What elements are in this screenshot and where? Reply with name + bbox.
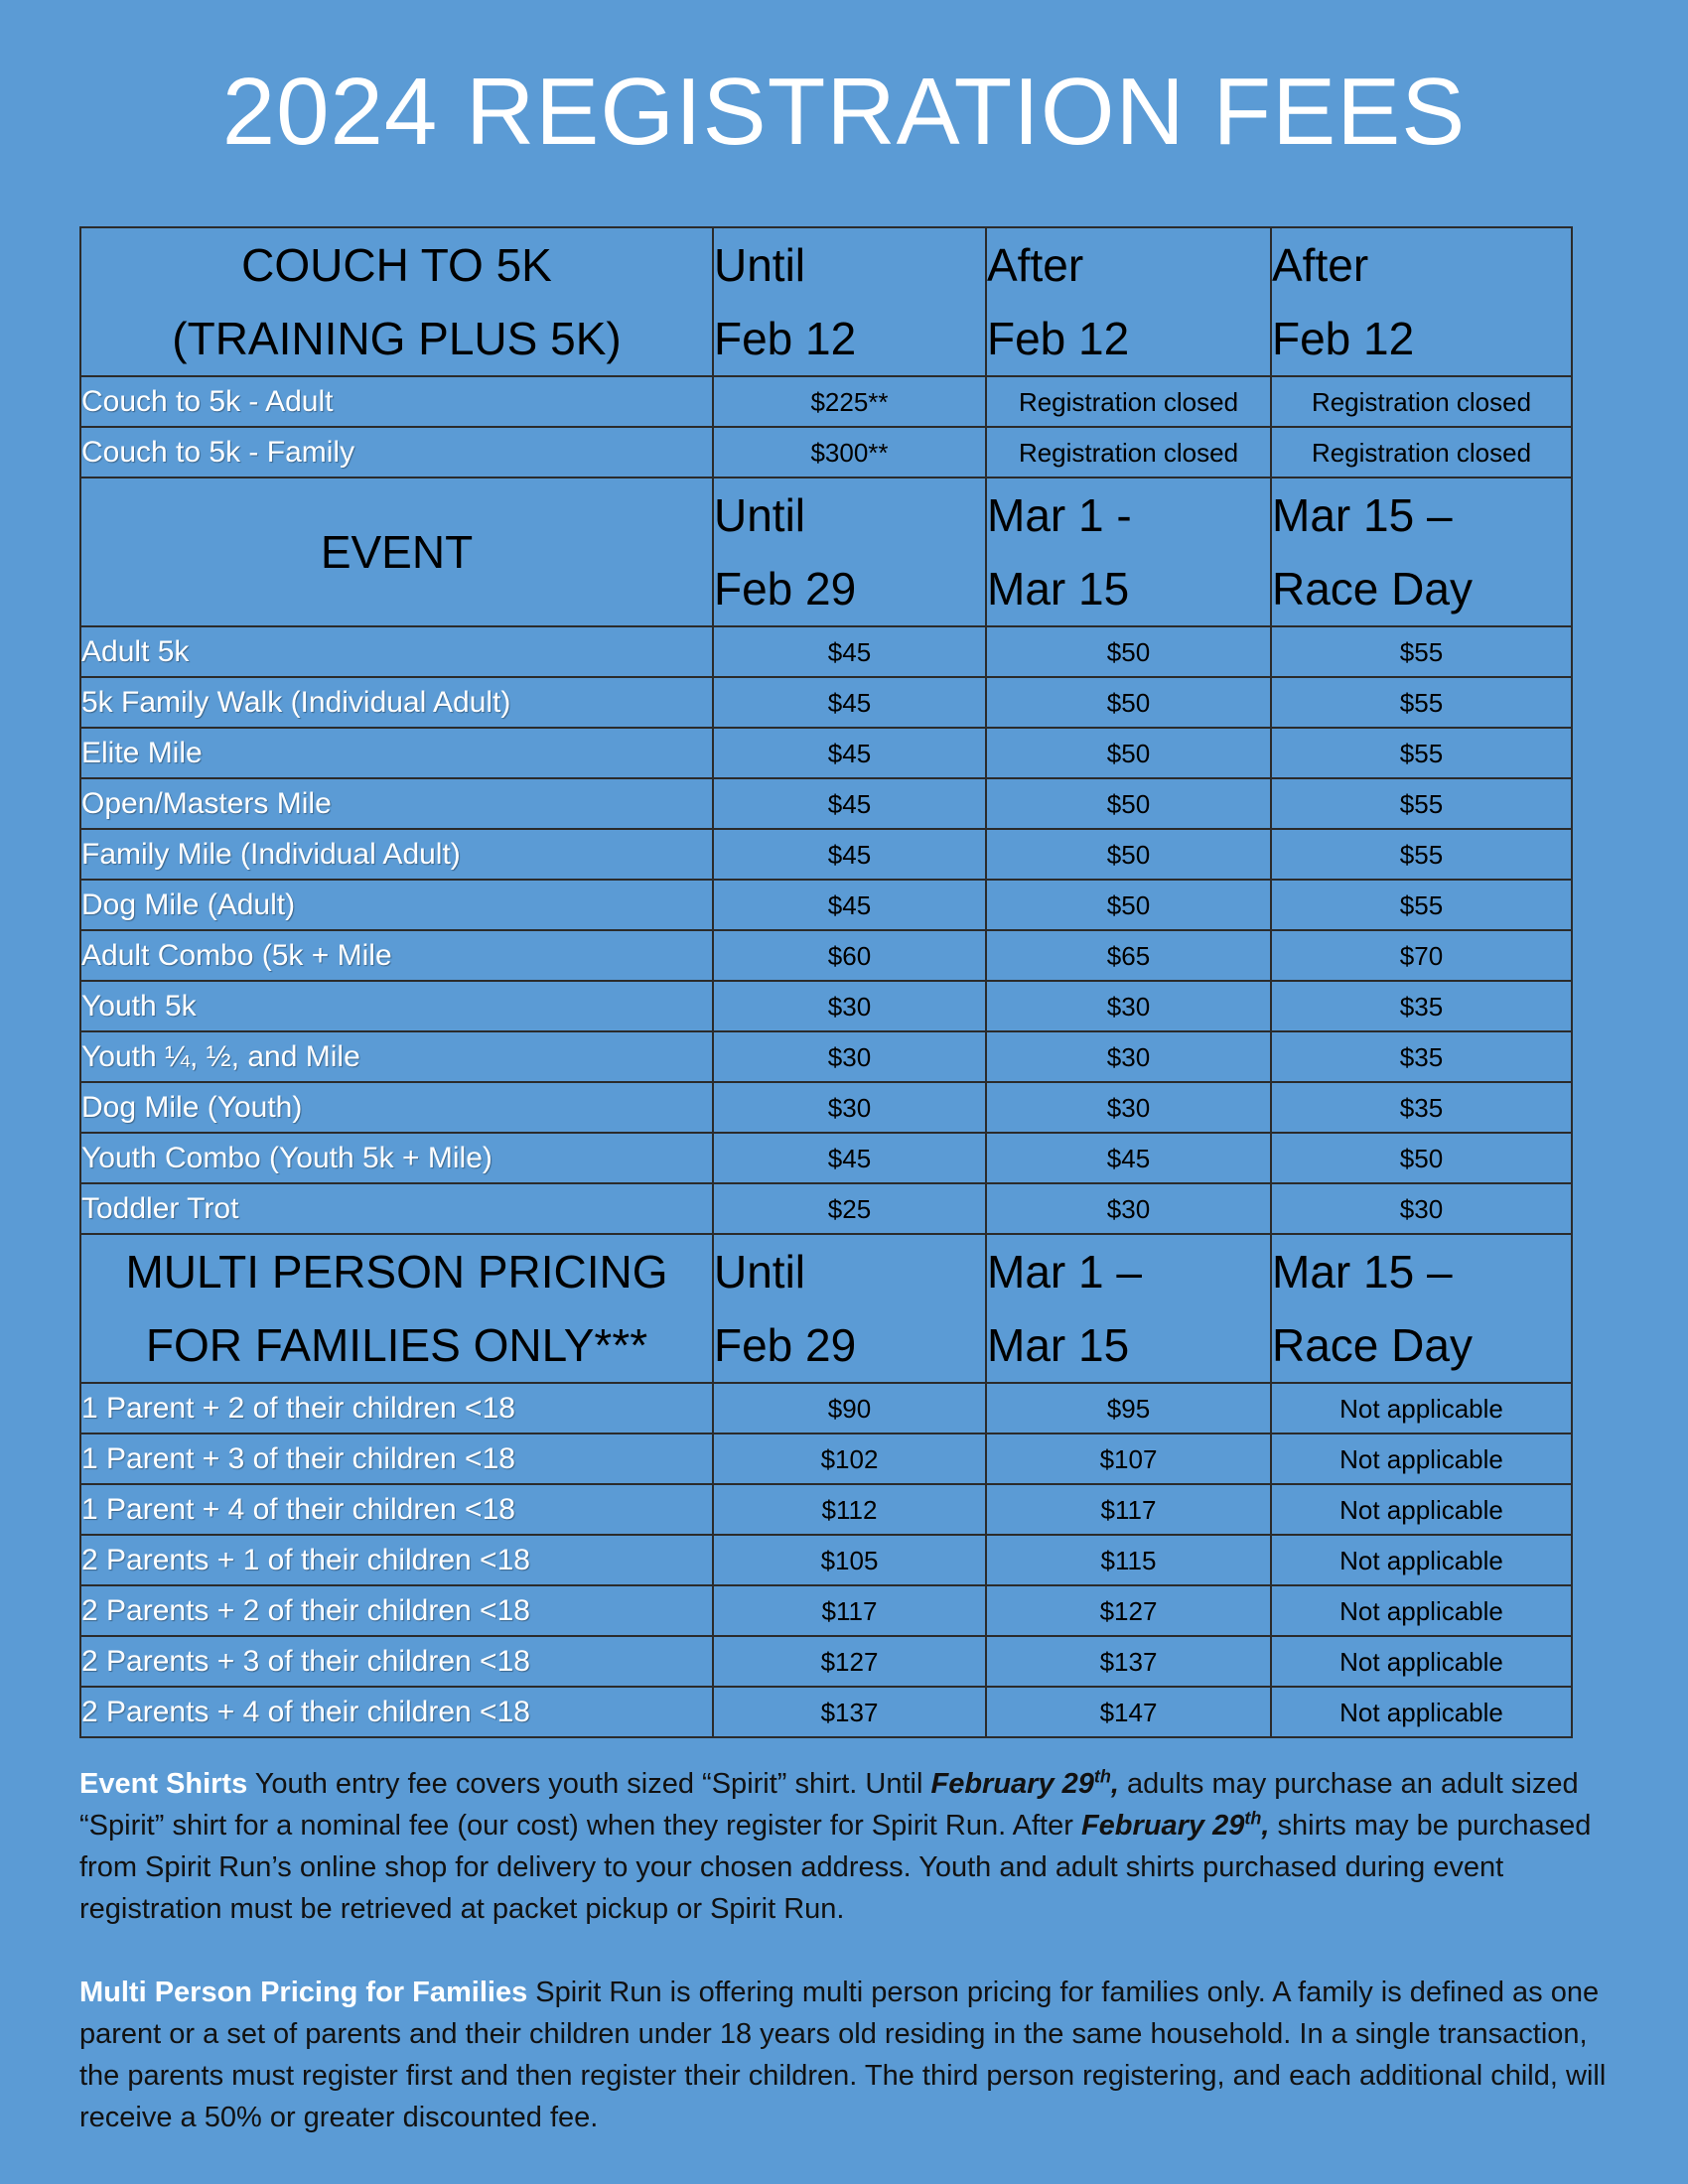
row-label: 2 Parents + 4 of their children <18	[80, 1687, 713, 1737]
fee-cell: $112	[713, 1484, 986, 1535]
table-row	[80, 677, 1572, 728]
section-header-row	[80, 478, 1572, 626]
fee-cell: $105	[713, 1535, 986, 1585]
fee-cell: $127	[713, 1636, 986, 1687]
fee-cell: $137	[986, 1636, 1271, 1687]
column-header-line1: After	[1272, 239, 1369, 291]
fee-cell: $115	[986, 1535, 1271, 1585]
fee-cell: $30	[713, 1082, 986, 1133]
row-label: Dog Mile (Youth)	[80, 1082, 713, 1133]
row-label: Youth 5k	[80, 981, 713, 1031]
fee-cell: $117	[986, 1484, 1271, 1535]
fee-cell: $30	[986, 1183, 1271, 1234]
column-header	[986, 478, 1271, 626]
section-title-line2: FOR FAMILIES ONLY***	[145, 1319, 648, 1371]
row-label: Elite Mile	[80, 728, 713, 778]
table-row	[80, 427, 1572, 478]
row-label: 1 Parent + 2 of their children <18	[80, 1383, 713, 1433]
fees-table-body	[80, 227, 1572, 1737]
event-shirts-text-b: adults may purchase an adult sized “Spirit” shirt for a nominal fee (our cost) when they register for Spirit Run. After	[79, 1768, 1579, 1842]
column-header-line2: Feb 12	[987, 313, 1130, 364]
notes	[79, 1763, 1609, 2180]
table-row	[80, 1585, 1572, 1636]
fee-cell: Not applicable	[1271, 1433, 1572, 1484]
fee-cell: $30	[986, 1031, 1271, 1082]
column-header-line2: Race Day	[1272, 1319, 1473, 1371]
fee-cell: Registration closed	[1271, 427, 1572, 478]
page-title: 2024 REGISTRATION FEES	[221, 59, 1467, 165]
fees-table	[79, 226, 1573, 1738]
column-header-line1: Until	[714, 489, 806, 541]
column-header-line1: After	[987, 239, 1084, 291]
fee-cell: Registration closed	[1271, 376, 1572, 427]
date-a-sup: th	[1093, 1766, 1111, 1787]
multi-person-text: Spirit Run is offering multi person pricing for families only. A family is defined as one parent or a set of parents and their children under 18 years old residing in the same household. In a single transaction, the parents must register first and then register their children. The third person registering, and each additional child, will receive a 50% or greater discounted fee.	[79, 1977, 1607, 2133]
multi-person-heading: Multi Person Pricing for Families	[79, 1977, 528, 2008]
table-row	[80, 1636, 1572, 1687]
table-row	[80, 376, 1572, 427]
fee-cell: $30	[1271, 1183, 1572, 1234]
row-label: Dog Mile (Adult)	[80, 880, 713, 930]
row-label: 1 Parent + 4 of their children <18	[80, 1484, 713, 1535]
table-row	[80, 1433, 1572, 1484]
date-b-comma: ,	[1261, 1810, 1270, 1842]
date-a-comma: ,	[1110, 1768, 1119, 1800]
fee-cell: $70	[1271, 930, 1572, 981]
section-title-line1: EVENT	[320, 526, 474, 578]
fee-cell: $225**	[713, 376, 986, 427]
fee-cell: $45	[986, 1133, 1271, 1183]
fee-cell: $45	[713, 626, 986, 677]
fee-cell: $35	[1271, 1031, 1572, 1082]
section-header-row	[80, 227, 1572, 376]
fee-cell: $45	[713, 829, 986, 880]
event-shirts-text-a: Youth entry fee covers youth sized “Spirit” shirt. Until	[247, 1768, 931, 1800]
fee-cell: Not applicable	[1271, 1484, 1572, 1535]
row-label: Couch to 5k - Adult	[80, 376, 713, 427]
fee-cell: $55	[1271, 778, 1572, 829]
table-row	[80, 1031, 1572, 1082]
table-row	[80, 880, 1572, 930]
row-label: Couch to 5k - Family	[80, 427, 713, 478]
fee-cell: $50	[986, 778, 1271, 829]
fee-cell: Not applicable	[1271, 1535, 1572, 1585]
fee-cell: $45	[713, 1133, 986, 1183]
column-header	[713, 227, 986, 376]
section-title-line1: MULTI PERSON PRICING	[125, 1246, 668, 1297]
fee-cell: $50	[986, 626, 1271, 677]
fee-cell: $30	[713, 1031, 986, 1082]
table-row	[80, 778, 1572, 829]
fee-cell: $102	[713, 1433, 986, 1484]
event-shirts-date-b	[1081, 1810, 1269, 1842]
fee-cell: $90	[713, 1383, 986, 1433]
event-shirts-date-a	[930, 1768, 1118, 1800]
fee-cell: $117	[713, 1585, 986, 1636]
fee-cell: $50	[986, 880, 1271, 930]
column-header-line1: Mar 1 -	[987, 489, 1132, 541]
row-label: Family Mile (Individual Adult)	[80, 829, 713, 880]
fee-cell: $137	[713, 1687, 986, 1737]
section-title	[80, 227, 713, 376]
column-header	[986, 1234, 1271, 1383]
fee-cell: $45	[713, 778, 986, 829]
fee-cell: $55	[1271, 626, 1572, 677]
fee-cell: $30	[986, 981, 1271, 1031]
fee-cell: $45	[713, 677, 986, 728]
row-label: 2 Parents + 3 of their children <18	[80, 1636, 713, 1687]
column-header	[1271, 478, 1572, 626]
table-row	[80, 1484, 1572, 1535]
fee-cell: $55	[1271, 677, 1572, 728]
table-row	[80, 981, 1572, 1031]
multi-person-note	[79, 1972, 1609, 2138]
fee-cell: $107	[986, 1433, 1271, 1484]
fee-cell: $55	[1271, 829, 1572, 880]
row-label: 5k Family Walk (Individual Adult)	[80, 677, 713, 728]
column-header-line2: Mar 15	[987, 563, 1130, 614]
fee-cell: $65	[986, 930, 1271, 981]
fee-cell: $50	[986, 677, 1271, 728]
column-header-line2: Feb 12	[714, 313, 857, 364]
fee-cell: $95	[986, 1383, 1271, 1433]
section-title	[80, 1234, 713, 1383]
fee-cell: $50	[986, 728, 1271, 778]
column-header	[1271, 227, 1572, 376]
fee-cell: $50	[986, 829, 1271, 880]
table-row	[80, 728, 1572, 778]
fee-cell: Not applicable	[1271, 1585, 1572, 1636]
column-header	[1271, 1234, 1572, 1383]
fee-cell: $30	[713, 981, 986, 1031]
section-header-row	[80, 1234, 1572, 1383]
fee-cell: $55	[1271, 728, 1572, 778]
column-header-line1: Mar 15 –	[1272, 1246, 1453, 1297]
column-header-line2: Feb 12	[1272, 313, 1415, 364]
table-row	[80, 1133, 1572, 1183]
fee-cell: $35	[1271, 981, 1572, 1031]
table-row	[80, 930, 1572, 981]
row-label: Youth Combo (Youth 5k + Mile)	[80, 1133, 713, 1183]
event-shirts-text-c: shirts may be purchased from Spirit Run’s online shop for delivery to your chosen address. Youth and adult shirts purchased during event registration must be retrieved at packet pickup or Spirit Run.	[79, 1810, 1592, 1925]
date-b-sup: th	[1244, 1808, 1262, 1829]
fee-cell: Not applicable	[1271, 1636, 1572, 1687]
table-row	[80, 1383, 1572, 1433]
row-label: Toddler Trot	[80, 1183, 713, 1234]
date-a-text: February 29	[930, 1768, 1094, 1800]
row-label: 2 Parents + 2 of their children <18	[80, 1585, 713, 1636]
table-row	[80, 1687, 1572, 1737]
section-title-line1: COUCH TO 5K	[241, 239, 552, 291]
fee-cell: $127	[986, 1585, 1271, 1636]
column-header-line1: Until	[714, 239, 806, 291]
column-header	[986, 227, 1271, 376]
fee-cell: Registration closed	[986, 376, 1271, 427]
column-header-line1: Mar 1 –	[987, 1246, 1142, 1297]
fee-cell: $147	[986, 1687, 1271, 1737]
row-label: 2 Parents + 1 of their children <18	[80, 1535, 713, 1585]
fee-cell: $50	[1271, 1133, 1572, 1183]
table-row	[80, 626, 1572, 677]
column-header-line2: Mar 15	[987, 1319, 1130, 1371]
fee-cell: $30	[986, 1082, 1271, 1133]
fee-cell: $45	[713, 728, 986, 778]
column-header-line2: Feb 29	[714, 563, 857, 614]
fee-cell: Not applicable	[1271, 1383, 1572, 1433]
fee-cell: $60	[713, 930, 986, 981]
section-title-line2: (TRAINING PLUS 5K)	[172, 313, 622, 364]
event-shirts-note	[79, 1763, 1609, 1930]
fee-cell: $25	[713, 1183, 986, 1234]
fee-cell: $35	[1271, 1082, 1572, 1133]
row-label: Open/Masters Mile	[80, 778, 713, 829]
fee-cell: Not applicable	[1271, 1687, 1572, 1737]
fee-cell: $300**	[713, 427, 986, 478]
column-header-line1: Mar 15 –	[1272, 489, 1453, 541]
date-b-text: February 29	[1080, 1810, 1245, 1842]
row-label: 1 Parent + 3 of their children <18	[80, 1433, 713, 1484]
column-header	[713, 478, 986, 626]
event-shirts-heading: Event Shirts	[79, 1768, 248, 1800]
fee-cell: $45	[713, 880, 986, 930]
table-row	[80, 1535, 1572, 1585]
row-label: Adult 5k	[80, 626, 713, 677]
fee-cell: $55	[1271, 880, 1572, 930]
section-title	[80, 478, 713, 626]
column-header	[713, 1234, 986, 1383]
column-header-line2: Feb 29	[714, 1319, 857, 1371]
fee-cell: Registration closed	[986, 427, 1271, 478]
table-row	[80, 1082, 1572, 1133]
column-header-line2: Race Day	[1272, 563, 1473, 614]
row-label: Adult Combo (5k + Mile	[80, 930, 713, 981]
column-header-line1: Until	[714, 1246, 806, 1297]
table-row	[80, 829, 1572, 880]
table-row	[80, 1183, 1572, 1234]
row-label: Youth ¼, ½, and Mile	[80, 1031, 713, 1082]
